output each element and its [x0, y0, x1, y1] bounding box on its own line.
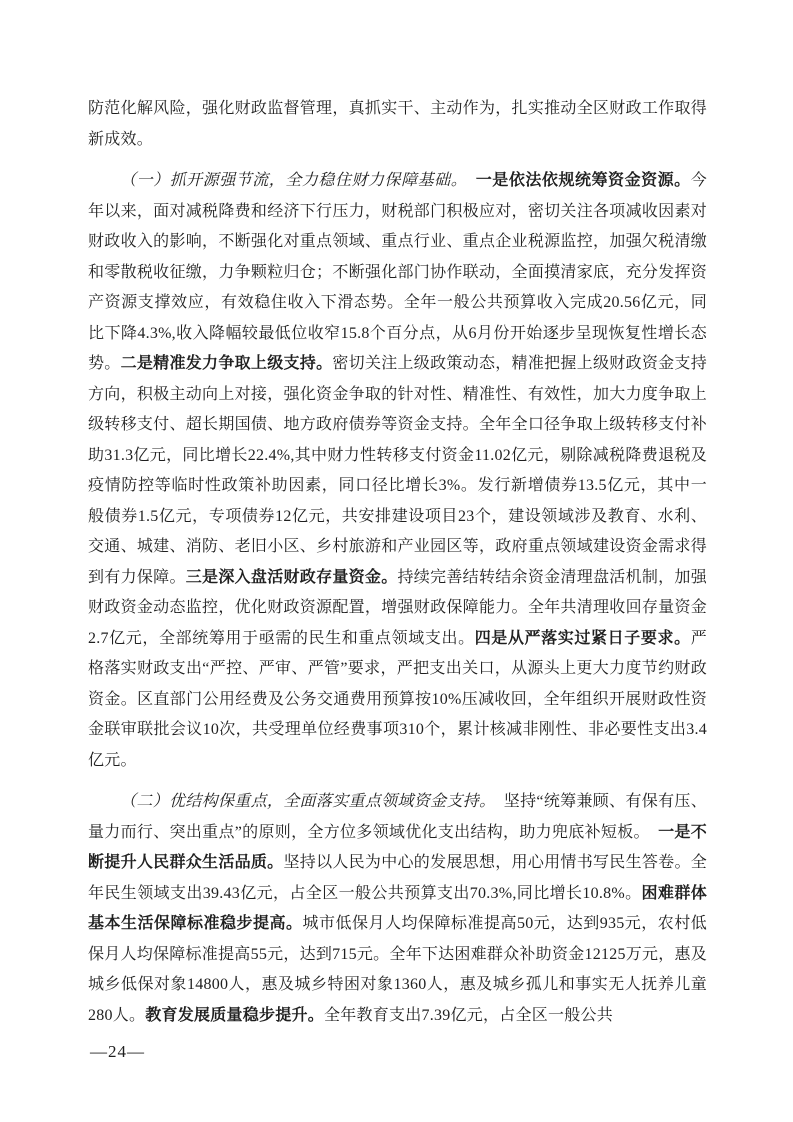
text-segment-normal: 密切关注上级政策动态，精准把握上级财政资金支持方向，积极主动向上对接，强化资金争取的针对性、精准性、有效性，加大力度争取上级转移支付、超长期国债、地方政府债券等资金支持。全年全口径争取上级转移支付补助31.3亿元，同比增长22.4%,其中财力性转移支付资金11.02亿元，剔除减税降费退税及疫情防控等临时性政策补助因素，同口径比增长3%。发行新增债券13.5亿元，其中一般债券1.5亿元，专项债券12亿元，共安排建设项目23个，建设领域涉及教育、水利、交通、城建、消防、老旧小区、乡村旅游和产业园区等，政府重点领域建设资金需求得到有力保障。	[88, 355, 707, 586]
text-segment-normal: 坚持以人民为中心的发展思想，用心用情书写民生答卷。全年民生领域支出39.43亿元，占全区一般公共预算支出70.3%,同比增长10.8%。	[88, 854, 707, 902]
text-segment-normal: 持续完善结转结余资金清理盘活机制，加强财政资金动态监控，优化财政资源配置，增强财政保障能力。全年共清理收回存量资金2.7亿元，全部统筹用于亟需的民生和重点领域支出。	[88, 568, 707, 647]
text-segment-kai: （一）抓开源强节流，全力稳住财力保障基础。	[120, 172, 476, 189]
paragraph	[88, 94, 707, 155]
page-number: —24—	[90, 1042, 145, 1061]
text-segment-normal: 城市低保月人均保障标准提高50元，达到935元，农村低保月人均保障标准提高55元，达到715元。全年下达困难群众补助资金12125万元，惠及城乡低保对象14800人，惠及城乡特困对象1360人，惠及城乡孤儿和事实无人抚养儿童280人。	[88, 915, 707, 1024]
text-segment-normal: 严格落实财政支出“严控、严审、严管”要求，严把支出关口，从源头上更大力度节约财政资金。区直部门公用经费及公务交通费用预算按10%压减收回，全年组织开展财政性资金联审联批会议10次，共受理单位经费事项310个，累计核减非刚性、非必要性支出3.4亿元。	[88, 629, 707, 769]
text-segment-bold: 困难群体基本生活保障标准稳步提高。	[88, 884, 707, 932]
text-segment-normal: 全年教育支出7.39亿元，占全区一般公共	[324, 1006, 614, 1024]
text-segment-normal: 坚持“统筹兼顾、有保有压、量力而行、突出重点”的原则，全方位多领域优化支出结构，助力兜底补短板。	[88, 793, 707, 841]
text-segment-bold: 一是不断提升人民群众生活品质。	[88, 823, 707, 871]
paragraph	[88, 166, 707, 776]
text-segment-bold: 教育发展质量稳步提升。	[145, 1006, 325, 1024]
text-segment-kai: （二）优结构保重点，全面落实重点领域资金支持。	[120, 793, 504, 810]
document-body	[88, 94, 707, 1031]
text-segment-bold: 一是依法依规统筹资金资源。	[475, 172, 691, 189]
text-segment-bold: 四是从严落实过紧日子要求。	[474, 629, 691, 647]
text-segment-normal: 防范化解风险，强化财政监督管理，真抓实干、主动作为，扎实推动全区财政工作取得新成效。	[88, 100, 707, 148]
text-segment-normal: 今年以来，面对减税降费和经济下行压力，财税部门积极应对，密切关注各项减收因素对财政收入的影响，不断强化对重点领域、重点行业、重点企业税源监控，加强欠税清缴和零散税收征缴，力争颗粒归仓；不断强化部门协作联动，全面摸清家底，充分发挥资产资源支撑效应，有效稳住收入下滑态势。全年一般公共预算收入完成20.56亿元，同比下降4.3%,收入降幅较最低位收窄15.8个百分点，从6月份开始逐步呈现恢复性增长态势。	[88, 172, 707, 372]
text-segment-bold: 三是深入盘活财政存量资金。	[185, 568, 398, 586]
text-segment-bold: 二是精准发力争取上级支持。	[120, 355, 333, 372]
paragraph	[88, 787, 707, 1031]
